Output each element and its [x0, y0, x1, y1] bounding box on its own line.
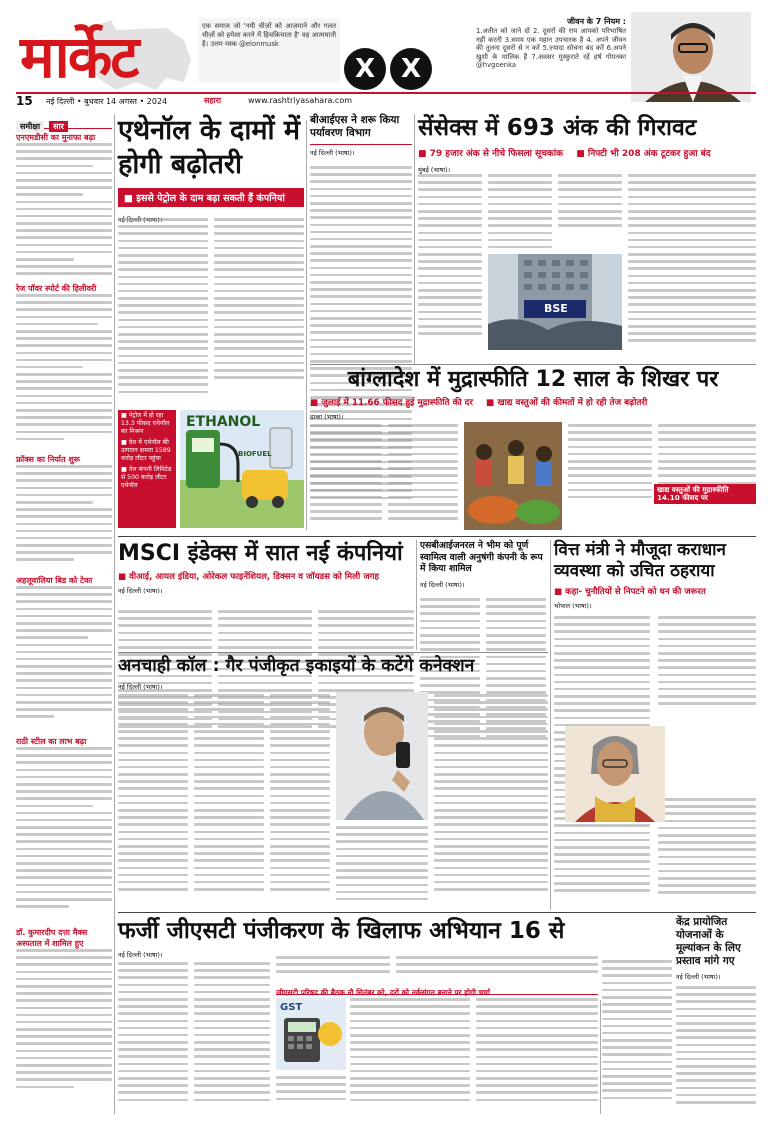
- gst-photo: [276, 998, 346, 1070]
- bse-building-photo: [488, 254, 622, 350]
- bse-banner-text: BSE: [544, 302, 568, 315]
- goenka-quote-title: जीवन के 7 नियम :: [567, 17, 626, 26]
- bangladesh-subhead-1: ■ जुलाई में 11.66 फीसद हुई मुद्रास्फीति की दर: [310, 398, 473, 408]
- bis-headline: बीआईएस ने शरू किया पर्यावरण विभाग: [310, 114, 400, 139]
- sidebar-headline-2: रेज पॉवर स्पोर्ट की हिलीवरी: [16, 284, 97, 293]
- bangladesh-story: [310, 366, 756, 534]
- gst-body-col8: [602, 960, 672, 1110]
- sidebar-headline-4: अहलूवालिया बिड को टेका: [16, 576, 93, 585]
- sensex-body-col4: [628, 174, 756, 354]
- page-number: 15: [16, 94, 33, 108]
- bangladesh-body-col2: [388, 424, 458, 530]
- sidebar-text-1: [16, 143, 112, 283]
- kendra-headline: केंद्र प्रायोजित योजनाओं के मूल्यांकन के लिए प्रस्ताव मांगे गए: [676, 916, 741, 967]
- unregistered-body-col5: [434, 694, 548, 906]
- market-crowd-icon: [464, 422, 562, 530]
- man-on-phone-icon: [336, 692, 428, 820]
- sensex-body-col2: [488, 174, 552, 254]
- kendra-body: [676, 986, 756, 1112]
- fm-body-col2: [658, 616, 756, 716]
- sidebar-headline-3: फ्रॉक्स का निर्यात शुरू: [16, 455, 80, 464]
- bangladesh-body-col1: [310, 424, 382, 530]
- tab-samiksha[interactable]: समीक्षा: [16, 121, 44, 132]
- sbi-headline: एसबीआईजनरल ने भीम को पूर्ण स्वामित्व वाली अनुषंगी कंपनी के रूप में किया शामिल: [420, 540, 543, 574]
- gst-dateline: नई दिल्ली (भाषा)।: [118, 951, 163, 959]
- gst-body-col6: [476, 998, 598, 1110]
- elon-quote-box: [198, 18, 340, 82]
- ethanol-photo-label: ETHANOL: [186, 414, 261, 430]
- sensex-subhead-1: ■ 79 हजार अंक से नीचे फिसला सूचकांक: [418, 149, 563, 159]
- msci-headline: MSCI इंडेक्स में सात नई कंपनियां: [118, 541, 403, 566]
- sidebar-headline-6: डॉ. कुमारदीप दत्ता मैक्स अस्पताल में शामिल हुए: [16, 928, 88, 948]
- website[interactable]: www.rashtriyasahara.com: [248, 96, 353, 105]
- sensex-headline: सेंसेक्स में 693 अंक की गिरावट: [418, 115, 697, 141]
- sensex-subhead-2: ■ निफ्टी भी 208 अंक टूटकर हुआ बंद: [576, 149, 710, 159]
- sidebar-headline-1: एनएमडीसी का मुनाफा बढ़ा: [16, 133, 96, 142]
- x-logo-icon-left: X: [344, 48, 386, 90]
- fm-subhead-wrap: [554, 585, 756, 597]
- ethanol-subhead-bar: [118, 188, 304, 207]
- gst-body-col3: [276, 956, 390, 976]
- goenka-quote: 1.अतीत को जाने दो 2. दूसरों की राय आपको परिभाषित नहीं करती 3.समय एक महान उपचारक है 4. अपने जीवन की तुलना दूसरों से न करें 5.ज़्यादा सोचना बंद करें 6.अपने ख़ुशी के मालिक हैं 7.अवसर मुस्कुराते रहें हर्ष गोयनका @hvgoenka: [476, 27, 626, 70]
- unregistered-story: [118, 654, 548, 910]
- kendra-story: [676, 916, 756, 1116]
- sidebar-text-5: [16, 747, 112, 927]
- fm-subhead: ■ कहा- चुनौतियों से निपटने को धन की जरूरत: [554, 587, 706, 597]
- bangladesh-callout: [654, 484, 756, 504]
- bangladesh-callout-text: खाद्य वस्तुओं की मुद्रास्फीति 14.10 फीसद पर: [657, 485, 729, 502]
- gst-story: [118, 916, 598, 1116]
- msci-subhead: ■ वीआई, आयल इंडिया, ओरेकल फाइनेंशियल, डिक्सन व जॉयडस को मिली जगह: [118, 572, 379, 582]
- dateline-strip: [16, 92, 756, 108]
- unregistered-headline: अनचाही कॉल : गैर पंजीकृत इकाइयों के कटेंगे कनेक्शन: [118, 656, 475, 676]
- elon-quote: एक समाज जो 'नयी चीज़ों को आज़माने और गलत चीज़ों को हमेशा करने में हिचकिचाता है' वह आत्मघाती है। उत्तम मस्क @elonmusk: [202, 22, 336, 48]
- masthead: [16, 12, 756, 102]
- goenka-portrait: [631, 12, 751, 102]
- unregistered-body-col1: [118, 694, 188, 906]
- unregistered-body-col4: [336, 826, 428, 906]
- portrait-icon: [631, 12, 751, 102]
- publisher-logo: सहारा: [204, 96, 222, 105]
- dateline: नई दिल्ली • बुधवार 14 अगस्त • 2024: [46, 97, 168, 106]
- sidebar-text-4: [16, 586, 112, 736]
- sensex-body-col3: [558, 174, 622, 234]
- bangladesh-dateline: ढाका (भाषा)।: [310, 413, 344, 421]
- bangladesh-body-col3: [568, 424, 652, 504]
- sbi-dateline: नई दिल्ली (भाषा)।: [420, 580, 465, 589]
- ethanol-subhead: ■ इससे पेट्रोल के दाम बढ़ा सकती हैं कंपनियां: [124, 193, 285, 204]
- fm-story: [554, 540, 756, 910]
- logo: [16, 12, 191, 100]
- sidebar-text-3: [16, 465, 112, 575]
- unregistered-body-col3: [270, 694, 330, 906]
- sensex-body-col1: [418, 174, 482, 344]
- gst-subhead: जीएसटी परिषद की बैठक नौ सितंबर को, दरों को तर्कसंगत बनाने पर होगी चर्चा: [276, 988, 490, 997]
- phone-user-photo: [336, 692, 428, 820]
- sidebar: [16, 114, 112, 1114]
- fm-headline: वित्त मंत्री ने मौजूदा कराधान व्यवस्था को उचित ठहराया: [554, 540, 726, 581]
- tab-saar[interactable]: सार: [49, 121, 68, 132]
- ethanol-point-3: ■ तेल कंपनी लिमिटेड से 500 करोड़ लीटर एथेनॉल: [121, 466, 173, 490]
- gst-photo-label: GST: [280, 1002, 303, 1013]
- gst-headline: फर्जी जीएसटी पंजीकरण के खिलाफ अभियान 16 से: [118, 918, 565, 944]
- sidebar-text-2: [16, 294, 112, 454]
- sensex-subheads: [418, 146, 756, 159]
- msci-subhead-wrap: [118, 570, 414, 582]
- gst-body-col2: [194, 962, 270, 1112]
- woman-portrait-icon: [565, 726, 665, 822]
- unregistered-body-col2: [194, 694, 264, 906]
- sidebar-headline-5: राठी स्टील का लाभ बढ़ा: [16, 737, 87, 746]
- ethanol-point-1: ■ पेट्रोल में हो रहा 13.3 फीसद एथेनॉल का मिश्रण: [121, 412, 173, 436]
- gst-subhead-box: [276, 980, 598, 995]
- ethanol-body-col2: [214, 218, 304, 388]
- ethanol-headline: एथेनॉल के दामों में होगी बढ़ोतरी: [118, 115, 301, 180]
- sensex-story: [418, 114, 756, 364]
- gst-body-col7: [276, 1076, 346, 1110]
- gst-body-col5: [350, 998, 470, 1110]
- ethanol-photo: [180, 410, 304, 528]
- ethanol-body-col1: [118, 218, 208, 403]
- sidebar-text-6: [16, 949, 112, 1109]
- biofuel-photo-label: BIOFUEL: [238, 450, 272, 458]
- ethanol-points-box: [118, 410, 176, 528]
- bangladesh-market-photo: [464, 422, 562, 530]
- finance-minister-photo: [565, 726, 665, 822]
- fm-body-col2b: [658, 798, 756, 906]
- logo-text: मार्केट: [20, 23, 138, 91]
- fm-dateline: भोपाल (भाषा)।: [554, 602, 592, 610]
- gst-body-col4: [396, 956, 598, 976]
- bangladesh-subheads: [310, 396, 756, 408]
- unregistered-dateline: नई दिल्ली (भाषा)।: [118, 683, 163, 691]
- msci-dateline: नई दिल्ली (भाषा)।: [118, 587, 163, 595]
- gst-body-col1: [118, 962, 188, 1112]
- bangladesh-subhead-2: ■ खाद्य वस्तुओं की कीमतों में हो रही तेज बढ़ोतरी: [486, 398, 647, 408]
- kendra-dateline: नई दिल्ली (भाषा)।: [676, 973, 721, 981]
- x-logo-icon-right: X: [390, 48, 432, 90]
- ethanol-story: [118, 114, 304, 534]
- ethanol-point-2: ■ देश में एथेनॉल की उत्पादन क्षमता 1589 करोड़ लीटर पहुंचा: [121, 439, 173, 463]
- bangladesh-headline: बांग्लादेश में मुद्रास्फीति 12 साल के शिखर पर: [347, 367, 719, 392]
- sidebar-tabs: [16, 114, 112, 129]
- sensex-dateline: मुंबई (भाषा)।: [418, 166, 451, 174]
- goenka-quote-box: [476, 16, 626, 92]
- bis-dateline: नई दिल्ली (भाषा)।: [310, 149, 355, 157]
